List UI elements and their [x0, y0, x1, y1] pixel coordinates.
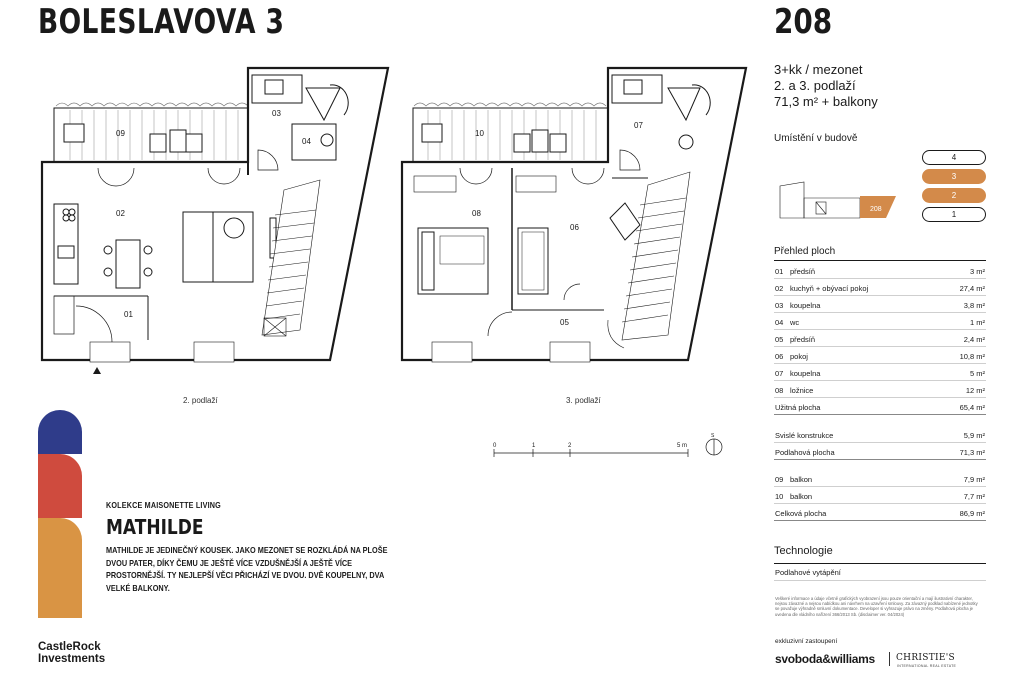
floor2-label: 2. podlaží [183, 396, 218, 405]
technology-divider [774, 563, 986, 564]
area-row-04: 04 wc 1 m² [774, 313, 986, 330]
project-title: MATHILDE [106, 515, 204, 539]
room-label-07: 07 [634, 121, 643, 130]
technology-divider-bottom [774, 580, 986, 581]
scale-tick-5: 5 m [677, 443, 688, 449]
exclusive-label: exkluzivní zastoupení [775, 638, 838, 645]
floor-pill-1: 1 [922, 207, 986, 222]
building-location-diagram [774, 176, 904, 224]
scale-tick-2: 2 [568, 443, 572, 449]
north-label: S [711, 433, 715, 439]
area-row-10: 10 balkon 7,7 m² [774, 487, 986, 504]
area-row-05: 05 předsíň 2,4 m² [774, 330, 986, 347]
partner-logo: CHRISTIE'S [896, 653, 955, 663]
area-row-09: 09 balkon 7,9 m² [774, 470, 986, 487]
agent-separator [889, 652, 890, 666]
partner-logo-sub: INTERNATIONAL REAL ESTATE [897, 664, 957, 668]
floorplan-floor3 [402, 68, 746, 362]
area-row-06: 06 pokoj 10,8 m² [774, 347, 986, 364]
room-label-02: 02 [116, 209, 125, 218]
disclaimer: Veškeré informace a údaje včetně grafických vyobrazení jsou pouze orientační a mají ilustrativní charakter, nejsou závazné a nejsou nabídkou ani návrhem na uzavření smlouvy. Za závazný podklad nabízené jednotky se považuje výhradně smluvní dokumentace. Developer si vyhrazuje právo na změny. Podlahová plocha je uvedena dle vládního nařízení 366/2013 Sb. (disclaimer ver. 04/2024) [775, 596, 978, 617]
room-label-04: 04 [302, 137, 311, 146]
room-label-05: 05 [560, 318, 569, 327]
area-row-total: Celková plocha 86,9 m² [774, 504, 986, 521]
area-row-07: 07 koupelna 5 m² [774, 364, 986, 381]
scale-tick-0: 0 [493, 443, 497, 449]
room-label-08: 08 [472, 209, 481, 218]
room-label-06: 06 [570, 223, 579, 232]
room-label-01: 01 [124, 310, 133, 319]
area-row-usable: Užitná plocha 65,4 m² [774, 398, 986, 415]
floor-pill-3: 3 [922, 169, 986, 184]
area-row-08: 08 ložnice 12 m² [774, 381, 986, 398]
area-row-02: 02 kuchyň + obývací pokoj 27,4 m² [774, 279, 986, 296]
entrance-marker [93, 367, 101, 374]
unit-number: 208 [774, 2, 833, 42]
room-label-03: 03 [272, 109, 281, 118]
areas-heading: Přehled ploch [774, 246, 836, 257]
floorplan-floor2 [42, 68, 388, 374]
areas-divider [774, 260, 986, 261]
area-row-floor-area: Podlahová plocha 71,3 m² [774, 443, 986, 460]
floor-pill-4: 4 [922, 150, 986, 165]
developer-logo [38, 641, 105, 665]
scale-tick-1: 1 [532, 443, 536, 449]
brand-color-stripes [38, 410, 82, 618]
building-name: BOLESLAVOVA 3 [38, 2, 285, 42]
developer-name-line2: Investments [38, 653, 106, 665]
room-label-09: 09 [116, 129, 125, 138]
area-row-03: 03 koupelna 3,8 m² [774, 296, 986, 313]
unit-layout: 3+kk / mezonet [774, 62, 863, 77]
room-label-10: 10 [475, 129, 484, 138]
agent-logo: svoboda&williams [775, 652, 875, 666]
floor-pill-2: 2 [922, 188, 986, 203]
collection-label: KOLEKCE MAISONETTE LIVING [106, 501, 221, 510]
unit-area: 71,3 m² + balkony [774, 94, 878, 109]
unit-floors: 2. a 3. podlaží [774, 78, 856, 93]
location-unit-marker: 208 [870, 206, 882, 213]
area-row-structures: Svislé konstrukce 5,9 m² [774, 426, 986, 443]
floor3-label: 3. podlaží [566, 396, 601, 405]
scale-bar [492, 433, 732, 463]
technology-item: Podlahové vytápění [775, 568, 841, 577]
location-heading: Umístění v budově [774, 133, 858, 144]
developer-name-line1: CastleRock [38, 641, 101, 653]
technology-heading: Technologie [774, 545, 833, 557]
project-description: MATHILDE JE JEDINEČNÝ KOUSEK. JAKO MEZONET SE ROZKLÁDÁ NA PLOŠE DVOU PATER, DÍKY ČEMU JE JEŠTĚ VÍCE VZDUŠNĚJŠÍ A JEŠTĚ VÍCE PROSTORNĚJŠÍ. TY NEJLEPŠÍ VĚCI PŘICHÁZÍ VE DVOU. DVĚ KOUPELNY, DVA VELKÉ BALKONY. [106, 545, 388, 593]
area-row-01: 01 předsíň 3 m² [774, 262, 986, 279]
